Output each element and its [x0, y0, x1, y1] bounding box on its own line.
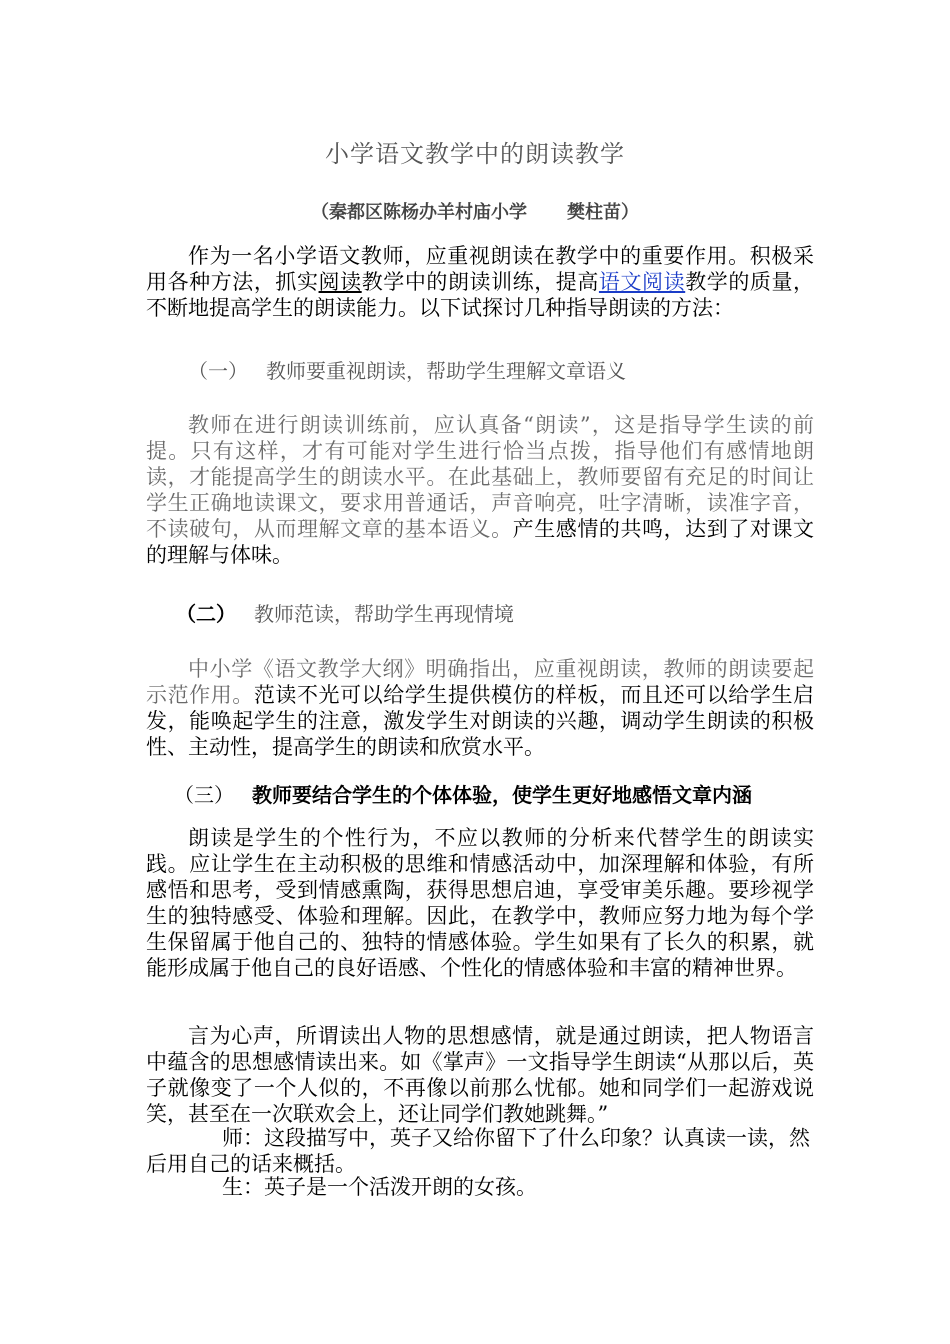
intro-text-2: 教学中的朗读训练，提高 [361, 270, 599, 294]
section-2-text-dark: 范读不光可以给学生提供模仿的样板，而且还可以给学生启发，能唤起学生的注意，激发学生对朗读的兴趣，调动学生朗读的积极性、主动性，提高学生的朗读和欣赏水平。 [146, 683, 815, 759]
author-school: （秦都区陈杨办羊村庙小学 [311, 202, 527, 223]
section-heading-3 [174, 779, 752, 808]
section-label-3: 教师要结合学生的个体体验，使学生更好地感悟文章内涵 [252, 783, 752, 807]
intro-text-1: 作为一名小学语文教师，应重视朗读在教学中的重要作用。积极采用各种方法，抓实 [146, 244, 814, 294]
section-number-2: （二） [176, 602, 236, 626]
section-1-text-dark: 产生感情的共鸣，达到了对课文的理解与体味。 [146, 517, 815, 567]
intro-word-reading: 阅读 [318, 270, 362, 294]
student-line-text: 生：英子是一个活泼开朗的女孩。 [222, 1175, 537, 1199]
section-label-2: 教师范读，帮助学生再现情境 [254, 602, 514, 626]
author-name: 樊柱苗） [567, 202, 639, 223]
section-2-paragraph [146, 656, 814, 760]
student-dialog-line [146, 1174, 814, 1200]
section-heading-1 [188, 355, 626, 384]
teacher-line-text: 师：这段描写中，英子又给你留下了什么印象？认真读一读，然后用自己的话来概括。 [146, 1126, 810, 1176]
author-line [0, 198, 950, 224]
section-3-paragraph-1: 朗读是学生的个性行为，不应以教师的分析来代替学生的朗读实践。应让学生在主动积极的思维和情感活动中，加深理解和体验，有所感悟和思考，受到情感熏陶，获得思想启迪，享受审美乐趣。要珍视学生的独特感受、体验和理解。因此，在教学中，教师应努力地为每个学生保留属于他自己的、独特的情感体验。学生如果有了长久的积累，就能形成属于他自己的良好语感、个性化的情感体验和丰富的精神世界。 [146, 826, 814, 980]
intro-paragraph [146, 243, 814, 321]
section-1-paragraph [146, 412, 814, 568]
section-number-1: （一） [188, 359, 248, 383]
section-number-3: （三） [174, 783, 234, 807]
link-chinese-reading[interactable]: 语文阅读 [598, 270, 686, 294]
section-label-1: 教师要重视朗读，帮助学生理解文章语义 [266, 359, 626, 383]
section-3-paragraph-2: 言为心声，所谓读出人物的思想感情，就是通过朗读，把人物语言中蕴含的思想感情读出来。如《掌声》一文指导学生朗读“从那以后，英子就像变了一个人似的，不再像以前那么忧郁。她和同学们一起游戏说笑，甚至在一次联欢会上，还让同学们教她跳舞。” [146, 1024, 814, 1126]
section-1-text-gray: 教师在进行朗读训练前，应认真备“朗读”，这是指导学生读的前提。只有这样，才有可能对学生进行恰当点拨，指导他们有感情地朗读，才能提高学生的朗读水平。在此基础上，教师要留有充足的时间让学生正确地读课文，要求用普通话，声音响亮，吐字清晰，读准字音，不读破句，从而理解文章的基本语义。 [146, 413, 814, 541]
teacher-dialog-line [146, 1125, 814, 1177]
intro-text-3: 教学的质量，不断地提高学生的朗读能力。以下试探讨几种指导朗读的方法： [146, 270, 815, 320]
section-2-text-gray: 中小学《语文教学大纲》明确指出，应重视朗读，教师的朗读要起示范作用。 [146, 657, 814, 707]
document-title: 小学语文教学中的朗读教学 [325, 140, 625, 168]
section-heading-2 [176, 598, 514, 627]
